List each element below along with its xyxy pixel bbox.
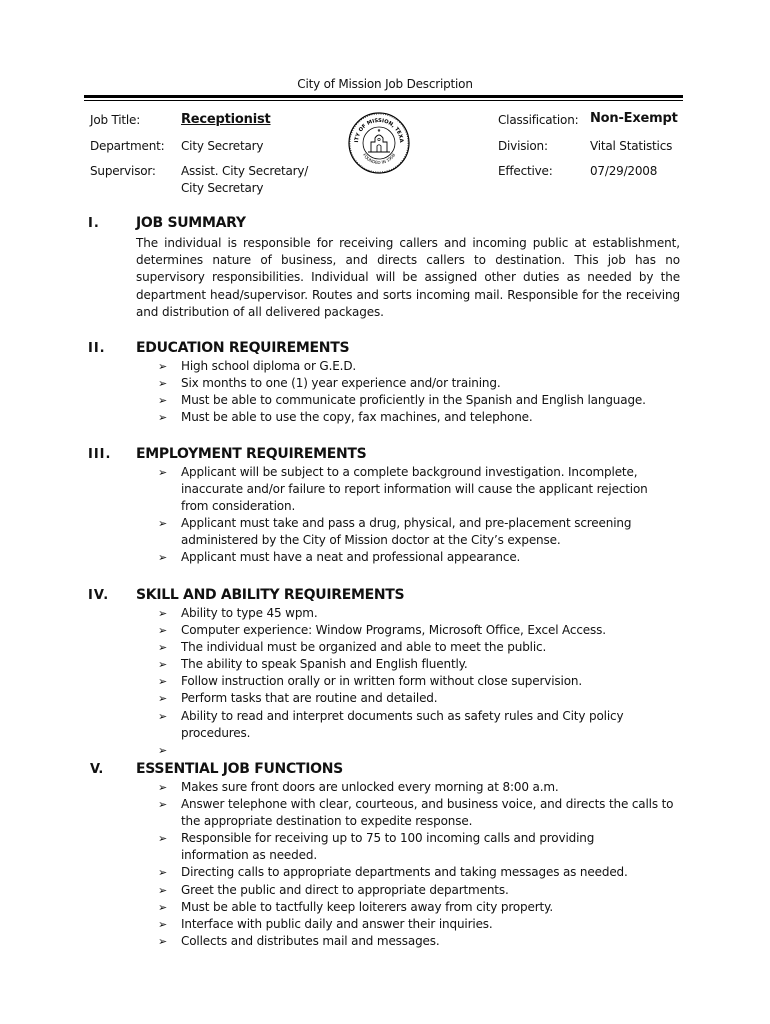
arrow-bullet-icon: ➢ (158, 658, 168, 672)
list-item: ➢ Applicant will be subject to a complete background investigation. Incomplete, inaccurate and/or failure to report information will cause the applicant rejection from consideration. (158, 465, 648, 514)
list-item: ➢ The ability to speak Spanish and English fluently. (158, 656, 658, 673)
division-label: Division: (498, 139, 548, 153)
arrow-bullet-icon: ➢ (158, 360, 168, 373)
arrow-bullet-icon: ➢ (158, 394, 168, 408)
seal-top-text: ITY OF MISSION, TEXA (353, 117, 405, 143)
employment-list (158, 464, 663, 567)
title-rule-thick (84, 95, 683, 98)
list-item: ➢ Ability to type 45 wpm. (158, 605, 658, 622)
list-item (158, 742, 658, 759)
arrow-bullet-icon: ➢ (158, 411, 168, 425)
classification-label: Classification: (498, 113, 579, 127)
seal-bottom-text: FOUNDED IN 1908 (361, 152, 397, 166)
list-item: ➢ Makes sure front doors are unlocked every morning at 8:00 a.m. (158, 779, 686, 796)
arrow-bullet-icon: ➢ (158, 832, 168, 846)
job-title-label: Job Title: (90, 113, 141, 127)
supervisor-value-line2: City Secretary (181, 181, 264, 195)
supervisor-label: Supervisor: (90, 164, 156, 178)
section-title: SKILL AND ABILITY REQUIREMENTS (136, 587, 405, 603)
arrow-bullet-icon: ➢ (158, 934, 168, 948)
supervisor-value-line1: Assist. City Secretary/ (181, 164, 309, 178)
list-item: ➢ Applicant must take and pass a drug, physical, and pre-placement screening administered by the City of Mission doctor at the City’s expense. (158, 516, 632, 548)
arrow-bullet-icon: ➢ (158, 377, 168, 391)
list-item: ➢ Must be able to tactfully keep loiterers away from city property. (158, 899, 686, 916)
list-item: ➢ Follow instruction orally or in written form without close supervision. (158, 673, 658, 690)
arrow-bullet-icon: ➢ (158, 900, 168, 914)
section-title: EDUCATION REQUIREMENTS (136, 340, 350, 356)
list-item: ➢ Must be able to communicate proficiently in the Spanish and English language. (158, 392, 698, 409)
job-summary-paragraph: The individual is responsible for receiving callers and incoming public at establishment, determines nature of business, and directs callers to destination. This job has no supervisory responsibilities. Individual will be assigned other duties as needed by the department head/supervisor. Routes and sorts incoming mail. Responsible for the receiving and distribution of all delivered packages. (136, 236, 680, 319)
city-seal-icon (348, 112, 410, 174)
title-rule-thin (84, 100, 683, 101)
section-number: II. (88, 341, 106, 356)
arrow-bullet-icon: ➢ (158, 692, 168, 706)
section-number: IV. (88, 588, 110, 603)
list-item: ➢ The individual must be organized and able to meet the public. (158, 639, 658, 656)
arrow-bullet-icon: ➢ (158, 743, 168, 757)
arrow-bullet-icon: ➢ (158, 607, 168, 620)
document-title: City of Mission Job Description (297, 77, 473, 91)
job-title-value: Receptionist (181, 112, 271, 127)
list-item: ➢ Perform tasks that are routine and detailed. (158, 690, 658, 707)
arrow-bullet-icon: ➢ (158, 675, 168, 689)
list-item: ➢ Interface with public daily and answer their inquiries. (158, 916, 686, 933)
arrow-bullet-icon: ➢ (158, 866, 168, 880)
list-item: ➢ Greet the public and direct to appropriate departments. (158, 882, 686, 899)
list-item: ➢ High school diploma or G.E.D. (158, 358, 698, 375)
arrow-bullet-icon: ➢ (158, 517, 168, 531)
arrow-bullet-icon: ➢ (158, 917, 168, 931)
list-item: ➢ Applicant must have a neat and professional appearance. (158, 549, 663, 566)
section-title: JOB SUMMARY (136, 215, 246, 231)
list-item: ➢ Collects and distributes mail and messages. (158, 933, 686, 950)
arrow-bullet-icon: ➢ (158, 624, 168, 638)
section-title: EMPLOYMENT REQUIREMENTS (136, 446, 367, 462)
section-title: ESSENTIAL JOB FUNCTIONS (136, 761, 343, 777)
education-list (158, 358, 698, 426)
list-item: ➢ Six months to one (1) year experience and/or training. (158, 375, 698, 392)
list-item: ➢ Answer telephone with clear, courteous, and business voice, and directs the calls to the appropriate destination to expedite response. (158, 797, 674, 829)
section-number: III. (88, 447, 112, 462)
arrow-bullet-icon: ➢ (158, 798, 168, 812)
department-label: Department: (90, 139, 165, 153)
arrow-bullet-icon: ➢ (158, 551, 168, 565)
effective-value: 07/29/2008 (590, 164, 658, 178)
classification-value: Non-Exempt (590, 111, 678, 126)
list-item: ➢ Ability to read and interpret documents such as safety rules and City policy procedures. (158, 708, 624, 740)
arrow-bullet-icon: ➢ (158, 709, 168, 723)
arrow-bullet-icon: ➢ (158, 781, 168, 794)
list-item: ➢ Must be able to use the copy, fax machines, and telephone. (158, 409, 698, 426)
arrow-bullet-icon: ➢ (158, 466, 168, 479)
list-item: ➢ Computer experience: Window Programs, Microsoft Office, Excel Access. (158, 622, 658, 639)
list-item: ➢ Responsible for receiving up to 75 to 100 incoming calls and providing information as needed. (158, 831, 595, 863)
arrow-bullet-icon: ➢ (158, 883, 168, 897)
effective-label: Effective: (498, 164, 553, 178)
list-item: ➢ Directing calls to appropriate departments and taking messages as needed. (158, 864, 686, 881)
section-number: V. (90, 762, 104, 777)
arrow-bullet-icon: ➢ (158, 641, 168, 655)
job-functions-list (158, 779, 686, 950)
skills-list (158, 605, 658, 759)
department-value: City Secretary (181, 139, 264, 153)
division-value: Vital Statistics (590, 139, 673, 153)
section-number: I. (88, 216, 100, 231)
